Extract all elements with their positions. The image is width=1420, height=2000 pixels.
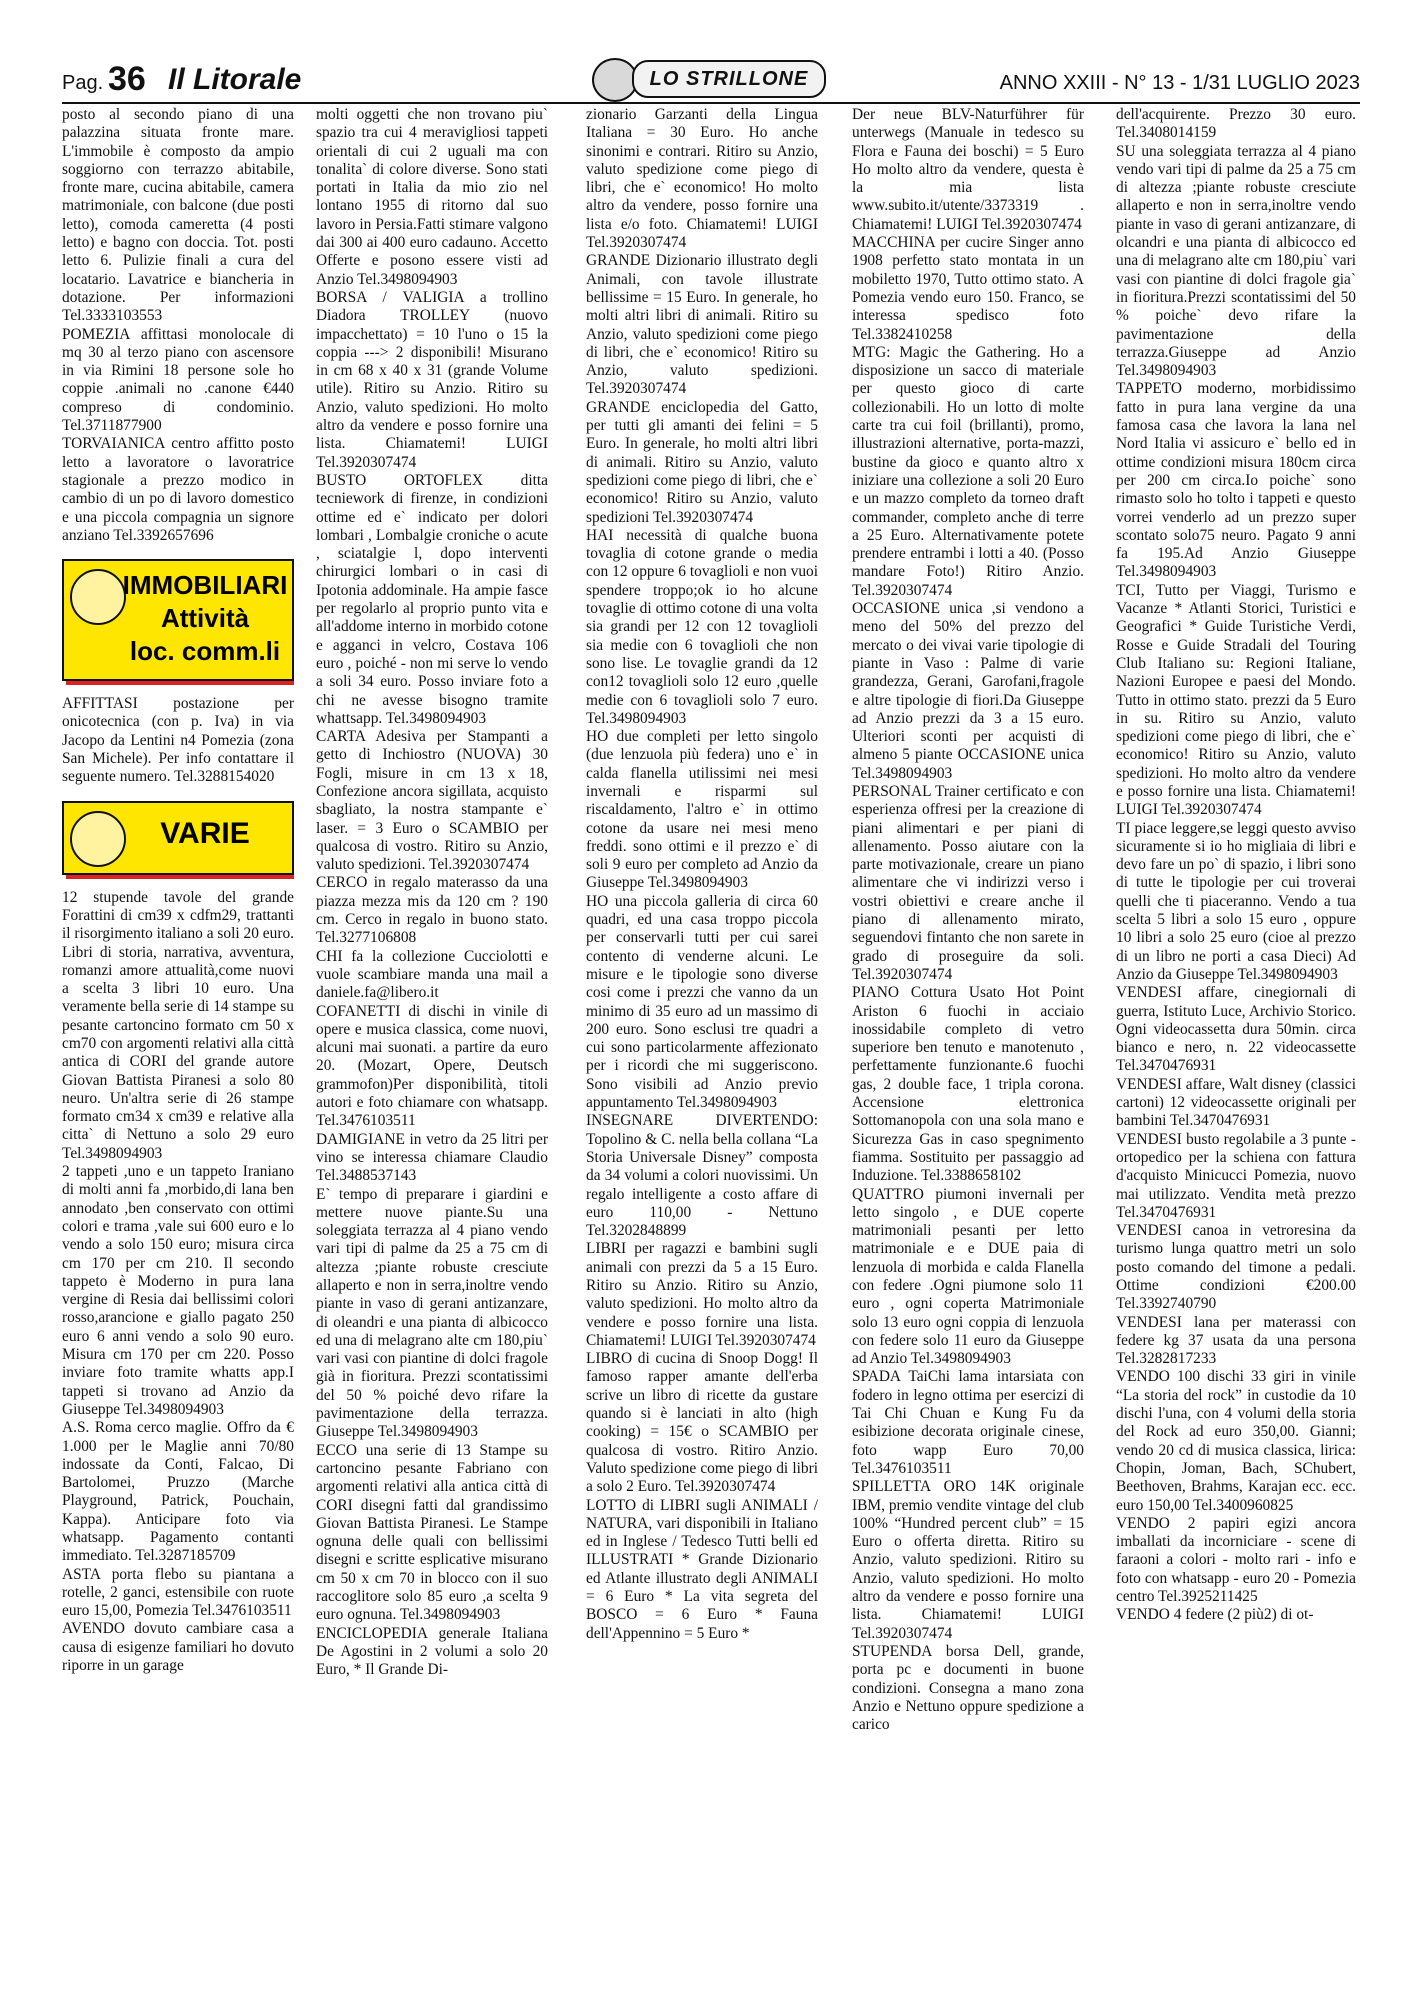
ads-group [62, 695, 294, 786]
mascot-icon [70, 569, 126, 625]
classified-ad: LOTTO di LIBRI sugli ANIMALI / NATURA, vari disponibili in Italiano ed in Inglese / Tedesco Tutti belli ed ILLUSTRATI * Grande Dizionario ed Atlante illustrato degli ANIMALI = 6 Euro * La vita segreta del BOSCO = 6 Euro * Fauna dell'Appennino = 5 Euro * [586, 1496, 818, 1642]
classified-ad: BORSA / VALIGIA a trollino Diadora TROLLEY (nuovo impacchettato) = 10 l'uno o 15 la coppia ---> 2 disponibili! Misurano in cm 68 x 40 x 31 (grande Volume utile). Ritiro su Anzio. Ritiro su Anzio, valuto spedizioni. Ho molto altro da vendere e posso fornire una lista. Chiamatemi! LUIGI Tel.3920307474 [316, 288, 548, 471]
classified-ad: MACCHINA per cucire Singer anno 1908 perfetto stato montata in un mobiletto 1970, Tutto ottimo stato. A Pomezia vendo euro 150. Franco, se interessa spedisco foto Tel.3382410258 [852, 234, 1084, 343]
classified-ad: HO due completi per letto singolo (due lenzuola più federa) uno e` in calda flanella utilissimi nei mesi invernali e risparmi sul riscaldamento, l'altro e` in ottimo cotone da usare nei mesi meno freddi. sono ottimi e il prezzo e` di soli 9 euro per completo ad Anzio da Giuseppe Tel.3498094903 [586, 728, 818, 892]
ads-group [1116, 106, 1356, 1625]
classified-ad: dell'acquirente. Prezzo 30 euro. Tel.3408014159 [1116, 106, 1356, 142]
classified-ad: SPADA TaiChi lama intarsiata con fodero in legno ottima per esercizi di Tai Chi Chuan e Kung Fu da esibizione decorata originale cinese, foto wapp Euro 70,00 Tel.3476103511 [852, 1368, 1084, 1477]
classified-ad: zionario Garzanti della Lingua Italiana = 30 Euro. Ho anche sinonimi e contrari. Ritiro su Anzio, valuto spedizione come piego di libri, che e` economico! Ho molto altro da vendere, posso fornire una lista e/o foto. Chiamatemi! LUIGI Tel.3920307474 [586, 106, 818, 252]
classified-ad: ECCO una serie di 13 Stampe su cartoncino pesante Fabriano con argomenti relativi alla antica città di CORI disegni fatti dal grandissimo Giovan Battista Piranesi. Le Stampe ognuna delle quali con bellissimi disegni e scritte esplicative misurano cm 50 x cm 70 in blocco con il suo raccoglitore solo 85 euro ,a scelta 9 euro ognuna. Tel.3498094903 [316, 1441, 548, 1624]
banner-line-3: loc. comm.li [129, 636, 281, 667]
banner-line-2: Attività [160, 603, 250, 634]
issue-info: ANNO XXIII - N° 13 - 1/31 LUGLIO 2023 [999, 72, 1360, 94]
page-number: 36 [108, 60, 146, 98]
classified-ad: VENDESI busto regolabile a 3 punte - ortopedico per la schiena con fattura d'acquisto Minicucci Pomezia, nuovo mai utilizzato. Vendita metà prezzo Tel.3470476931 [1116, 1130, 1356, 1221]
ads-group [852, 106, 1084, 1734]
classified-ad: HO una piccola galleria di circa 60 quadri, ed una casa troppo piccola per conservarli tutti per cui sarei contento di venderne alcuni. Le misure e le tipologie sono diverse cosi come i prezzi che vanno da un minimo di 35 euro ad un massimo di 200 euro. Sono esclusi tre quadri a cui sono particolarmente affezionato per i ricordi che mi suggeriscono. Sono visibili ad Anzio previo appuntamento Tel.3498094903 [586, 892, 818, 1112]
classified-ad: Der neue BLV-Naturführer für unterwegs (Manuale in tedesco su Flora e Fauna dei boschi) = 5 Euro Ho molto altro da vendere, questa è la mia lista www.subito.it/utente/3373319 . Chiamatemi! LUIGI Tel.3920307474 [852, 106, 1084, 233]
classified-ad: E` tempo di preparare i giardini e mettere nuove piante.Su una soleggiata terrazza al 4 piano vendo vari tipi di palme da 25 a 75 cm di altezza ;piante robuste cresciute allaperto e non in serra,inoltre vendo piante in vaso di gerani antizanzare, di oleandri e una pianta di albicocco ed una di melagrano alte cm 180,piu` vari vasi con piantine di dolci fragole già in fioritura. Prezzi scontatissimi del 50 % poiché devo rifare la pavimentazione della terrazza. Giuseppe Tel.3498094903 [316, 1185, 548, 1441]
ads-group [586, 106, 818, 1643]
classified-ad: TORVAIANICA centro affitto posto letto a lavoratore o lavoratrice stagionale a prezzo modico in cambio di un po di lavoro domestico e una piccola compagnia un signore anziano Tel.3392657696 [62, 435, 294, 544]
classified-ad: 12 stupende tavole del grande Forattini di cm39 x cdfm29, trattanti il risorgimento italiano a soli 20 euro. Libri di storia, narrativa, avventura, romanzi amore attualità,come nuovi a scelta 3 libri 10 euro. Una veramente bella serie di 14 stampe su pesante cartoncino formato cm 50 x cm70 con argomenti relativi alla città antica di CORI del grande autore Giovan Battista Piranesi a solo 80 neuro. Un'altra serie di 26 stampe formato cm34 x cm39 e relative alla citta` di Nettuno a solo 29 euro Tel.3498094903 [62, 888, 294, 1162]
classified-ad: MTG: Magic the Gathering. Ho a disposizione un sacco di materiale per questo gioco di carte collezionabili. Ho un lotto di molte carte tra cui foil (brillanti), promo, illustrazioni alternative, porta-mazzi, bustine da gioco e quanto altro x iniziare una collezione a soli 20 Euro e un mazzo completo da torneo draft commander, completo anche di terre a 25 Euro. Alternativamente potete prendere entrambi i lotti a 40. (Posso mandare Foto!) Ritiro Anzio. Tel.3920307474 [852, 343, 1084, 599]
classified-ad: VENDESI lana per materassi con federe kg 37 usata da una persona Tel.3282817233 [1116, 1313, 1356, 1368]
classified-ad: posto al secondo piano di una palazzina situata fronte mare. L'immobile è composto da ampio soggiorno con terrazzo abitabile, fronte mare, cucina abitabile, camera matrimoniale, con balcone (due posti letto), comoda cameretta (4 posti letto) e bagno con doccia. Tot. posti letto 6. Pulizie finali a cura del locatario. Lavatrice e biancheria in dotazione. Per informazioni Tel.3333103553 [62, 106, 294, 325]
banner-line-1: IMMOBILIARI [122, 570, 288, 601]
ads-group [316, 106, 548, 1680]
classified-ad: COFANETTI di dischi in vinile di opere e musica classica, come nuovi, alcuni mai suonati. a partire da euro 20. (Mozart, Opere, Deutsch grammofon)Per disponibilità, titoli autori e foto chiamare con whatsapp. Tel.3476103511 [316, 1002, 548, 1130]
classified-ad: CERCO in regalo materasso da una piazza mezza mis da 120 cm ? 190 cm. Cerco in regalo in buono stato. Tel.3277106808 [316, 874, 548, 947]
classified-ad: 2 tappeti ,uno e un tappeto Iraniano di molti anni fa ,morbido,di lana ben annodato ,ben conservato con ottimi colori e trama ,vale sui 600 euro e lo vendo a solo 150 euro; misura circa cm 170 per cm 210. Il secondo tappeto è Moderno in pura lana vergine di Resia dai bellissimi colori rosso,arancione e giallo pagato 250 euro 6 anni vendo a solo 90 euro. Misura cm 170 per cm 220. Posso inviare foto tramite whatts app.I tappeti si trovano ad Anzio da Giuseppe Tel.3498094903 [62, 1163, 294, 1418]
varie-banner [62, 801, 294, 875]
classified-ad: LIBRI per ragazzi e bambini sugli animali con prezzi da 5 a 15 Euro. Ritiro su Anzio. Ritiro su Anzio, valuto spedizioni. Ho molto altro da vendere e posso fornire una lista. Chiamatemi! LUIGI Tel.3920307474 [586, 1240, 818, 1349]
classified-ad: VENDESI canoa in vetroresina da turismo lunga quattro metri un solo posto comando del timone a pedali. Ottime condizioni €200.00 Tel.3392740790 [1116, 1222, 1356, 1313]
classified-ad: DAMIGIANE in vetro da 25 litri per vino se interessa chiamare Claudio Tel.3488537143 [316, 1130, 548, 1185]
ads-group [62, 889, 294, 1676]
classified-ad: INSEGNARE DIVERTENDO: Topolino & C. nella bella collana “La Storia Universale Disney” composta da 34 volumi a colori nuovissimi. Un regalo intelligente a costo affare di euro 110,00 - Nettuno Tel.3202848899 [586, 1112, 818, 1240]
classified-ad: QUATTRO piumoni invernali per letto singolo , e DUE coperte matrimoniali pesanti per letto matrimoniale e e DUE paia di lenzuola di morbida e calda Flanella con federe .Ogni piumone solo 11 euro , ogni coperta Matrimoniale solo 13 euro ogni coppia di lenzuola con federe solo 11 euro da Giuseppe ad Anzio Tel.3498094903 [852, 1185, 1084, 1368]
classified-ad: PERSONAL Trainer certificato e con esperienza offresi per la creazione di piani alimentari e per piani di allenamento. Posso aiutare con la parte motivazionale, creare un piano alimentare che vi indirizzi verso i vostri obiettivi e creare anche il piano di allenamento mirato, seguendovi fintanto che non sarete in grado di proseguire da soli. Tel.3920307474 [852, 782, 1084, 983]
classified-ad: OCCASIONE unica ,si vendono a meno del 50% del prezzo del mercato o dei vivai varie tipologie di piante in Vaso : Palme di varie grandezza, Gerani, Garofani,fragole e altre tipologie di fiori.Da Giuseppe ad Anzio prezzi da 3 a 15 euro. Ulteriori sconti per acquisti di almeno 5 piante OCCASIONE unica Tel.3498094903 [852, 600, 1084, 782]
column-4 [852, 106, 1084, 1986]
page-label: Pag. [62, 72, 104, 94]
ads-group [62, 106, 294, 545]
classified-ad: GRANDE enciclopedia del Gatto, per tutti gli amanti dei felini = 5 Euro. In generale, ho molti altri libri di animali. Ritiro su Anzio, valuto spedizioni come piego di libri, che e` economico! Ritiro su Anzio, valuto spedizioni Tel.3920307474 [586, 398, 818, 526]
classified-ad: TCI, Tutto per Viaggi, Turismo e Vacanze * Atlanti Storici, Turistici e Geografici * Guide Turistiche Verdi, Rosse e Guide Stradali del Touring Club Italiano su: Regioni Italiane, Nazioni Europee e paesi del Mondo. Tutto in ottimo stato. prezzi da 5 Euro in su. Ritiro su Anzio, valuto spedizioni come piego di libri, che e` economico! Ritiro su Anzio, valuto spedizioni. Ho molto altro da vendere e posso fornire una lista. Chiamatemi! LUIGI Tel.3920307474 [1116, 581, 1356, 819]
classified-ad: LIBRO di cucina di Snoop Dogg! Il famoso rapper amante dell'erba scrive un libro di ricette da gustare quando si è lanciati in alto (high cooking) = 15€ o SCAMBIO per qualcosa di vostro. Ritiro Anzio. Valuto spedizione come piego di libri a solo 2 Euro. Tel.3920307474 [586, 1350, 818, 1496]
mascot-icon [70, 811, 126, 867]
classified-ad: HAI necessità di qualche buona tovaglia di cotone grande o media con 12 oppure 6 tovaglioli e non vuoi spendere troppo;ok io ho alcune tovaglie di ottimo cotone di una volta sia grandi per 12 con 12 tovaglioli sia medie con 6 tovaglioli che non sono lise. Le tovaglie grandi da 12 con12 tovaglioli solo 12 euro ,quelle medie con 6 tovaglioli solo 7 euro. Tel.3498094903 [586, 526, 818, 727]
classified-ad: VENDO 2 papiri egizi ancora imballati da incorniciare - scene di faraoni a colori - molto rari - info e foto con whatsapp - euro 20 - Pomezia centro Tel.3925211425 [1116, 1514, 1356, 1606]
classified-ad: STUPENDA borsa Dell, grande, porta pc e documenti in buone condizioni. Consegna a mano zona Anzio e Nettuno oppure spedizione a carico [852, 1642, 1084, 1734]
classified-ad: CARTA Adesiva per Stampanti a getto di Inchiostro (NUOVA) 30 Fogli, misure in cm 13 x 18, Confezione ancora sigillata, acquisto sbagliato, la nostra stampante e` laser. = 3 Euro o SCAMBIO per qualcosa di vostro. Ritiro su Anzio, valuto spedizioni. Tel.3920307474 [316, 728, 548, 874]
classified-ad: A.S. Roma cerco maglie. Offro da € 1.000 per le Maglie anni 70/80 indossate da Conti, Falcao, Di Bartolomei, Pruzzo (Marche Playground, Patrick, Pouchain, Kappa). Anticipare foto via whatsapp. Pagamento contanti immediato. Tel.3287185709 [62, 1419, 294, 1565]
banner-label: VARIE [160, 816, 250, 850]
classified-ad: ENCICLOPEDIA generale Italiana De Agostini in 2 volumi a solo 20 Euro, * Il Grande Di- [316, 1624, 548, 1679]
classified-ad: TAPPETO moderno, morbidissimo fatto in pura lana vergine da una famosa casa che lavora la lana nel Nord Italia vi assicuro e` bello ed in ottime condizioni misura 180cm circa per 200 cm circa.Io poiche` sono rimasto solo ho tolto i tappeti e questo vorrei venderlo ad un prezzo super scontato solo75 neuro. Pagato 9 anni fa 195.Ad Anzio Giuseppe Tel.3498094903 [1116, 380, 1356, 581]
classified-ad: AFFITTASI postazione per onicotecnica (con p. Iva) in via Jacopo da Lentini n4 Pomezia (zona San Michele). Per info contattare il seguente numero. Tel.3288154020 [62, 695, 294, 786]
classified-ad: BUSTO ORTOFLEX ditta tecniework di firenze, in condizioni ottime ed e` indicato per dolori lombari , Lombalgie croniche o acute , sciatalgie l, dopo interventi chirurgici lombari o in casi di Ipotonia addominale. Ha ampie fasce per regolarlo al proprio punto vita e all'addome interno in morbido cotone e agganci in velcro, Costava 106 euro , poiché - non mi serve lo vendo a soli 34 euro. Posso inviare foto a chi ne avesse bisogno tramite whattsapp. Tel.3498094903 [316, 471, 548, 727]
classified-ad: SPILLETTA ORO 14K originale IBM, premio vendite vintage del club 100% “Hundred percent club” = 15 Euro o offerta diretta. Ritiro su Anzio, valuto spedizioni. Ritiro su Anzio, valuto spedizioni. Ho molto altro da vendere e posso fornire una lista. Chiamatemi! LUIGI Tel.3920307474 [852, 1478, 1084, 1642]
classified-ad: GRANDE Dizionario illustrato degli Animali, con tavole illustrate bellissime = 15 Euro. In generale, ho molti altri libri di animali. Ritiro su Anzio, valuto spedizioni come piego di libri, che e` economico! Ritiro su Anzio, valuto spedizioni. Tel.3920307474 [586, 252, 818, 398]
classified-ad: VENDESI affare, Walt disney (classici cartoni) 12 videocassette originali per bambini Tel.3470476931 [1116, 1075, 1356, 1130]
column-1 [62, 106, 294, 1986]
classified-ad: TI piace leggere,se leggi questo avviso sicuramente si io ho migliaia di libri e devo fare un po` di spazio, i libri sono di tutte le tipologie per cui troverai quelli che ti piaceranno. Vendo a tua scelta 5 libri a solo 15 euro , oppure 10 libri a solo 25 euro (cioe al prezzo di un libro ne porti a casa Dieci) Ad Anzio da Giuseppe Tel.3498094903 [1116, 819, 1356, 983]
publication-name: Il Litorale [168, 63, 302, 96]
classified-ad: POMEZIA affittasi monolocale di mq 30 al terzo piano con ascensore in via Rimini 18 persone sole ho coppie .animali no .canone €440 compreso di condominio. Tel.3711877900 [62, 325, 294, 435]
classified-ad: CHI fa la collezione Cucciolotti e vuole scambiare manda una mail a daniele.fa@libero.it [316, 947, 548, 1002]
page-header [62, 56, 1360, 106]
column-3 [586, 106, 818, 1986]
classified-ad: VENDESI affare, cinegiornali di guerra, Istituto Luce, Archivio Storico. Ogni videocassetta dura 50min. circa bianco e nero, n. 22 videocassette Tel.3470476931 [1116, 984, 1356, 1075]
header-rule [62, 102, 1360, 104]
classified-ad: PIANO Cottura Usato Hot Point Ariston 6 fuochi in acciaio inossidabile completo di vetro superiore ben tenuto e manotenuto , perfettamente funzionante.6 fuochi gas, 2 double face, 1 tripla corona. Accensione elettronica Sottomanopola con una sola mano e Sicurezza Gas in caso spegnimento fiamma. Sostituito per passaggio ad Induzione. Tel.3388658102 [852, 984, 1084, 1185]
classified-ad: ASTA porta flebo su piantana a rotelle, 2 ganci, estensibile con ruote euro 15,00, Pomezia Tel.3476103511 [62, 1565, 294, 1620]
column-2 [316, 106, 548, 1986]
classified-ad: AVENDO dovuto cambiare casa a causa di esigenze familiari ho dovuto riporre in un garage [62, 1620, 294, 1675]
classified-ad: VENDO 100 dischi 33 giri in vinile “La storia del rock” in custodie da 10 dischi l'una, con 4 volumi della storia del Rock ad euro 350,00. Gianni; vendo 20 cd di musica classica, lirica: Chopin, Joman, Bach, SChubert, Beethoven, Brahms, Karajan ecc. ecc. euro 150,00 Tel.3400960825 [1116, 1368, 1356, 1514]
classified-ad: VENDO 4 federe (2 più2) di ot- [1116, 1606, 1314, 1624]
column-5 [1116, 106, 1356, 1986]
classified-ad: molti oggetti che non trovano piu` spazio tra cui 4 meravigliosi tappeti orientali di cui 2 uguali ma con tonalita` di colore diverse. Sono stati portati in Italia da mio zio nel lontano 1955 di ritorno dal suo lavoro in Persia.Fatti stimare valgono dai 300 ai 400 euro cadauno. Accetto Offerte e posono essere visti ad Anzio Tel.3498094903 [316, 106, 548, 288]
classified-ad: SU una soleggiata terrazza al 4 piano vendo vari tipi di palme da 25 a 75 cm di altezza ;piante robuste cresciute allaperto e non in serra,inoltre vendo piante in vaso di gerani antizanzare, di olcandri e una pianta di albicocco ed una di melagrano alte cm 180,piu` vari vasi con piantine di dolci fragole gia` in fioritura.Prezzi scontatissimi del 50 % poiche` devo rifare la pavimentazione della terrazza.Giuseppe ad Anzio Tel.3498094903 [1116, 142, 1356, 380]
immobiliari-banner [62, 559, 294, 681]
lo-strillone-logo [592, 56, 824, 100]
logo-text: LO STRILLONE [632, 60, 826, 98]
